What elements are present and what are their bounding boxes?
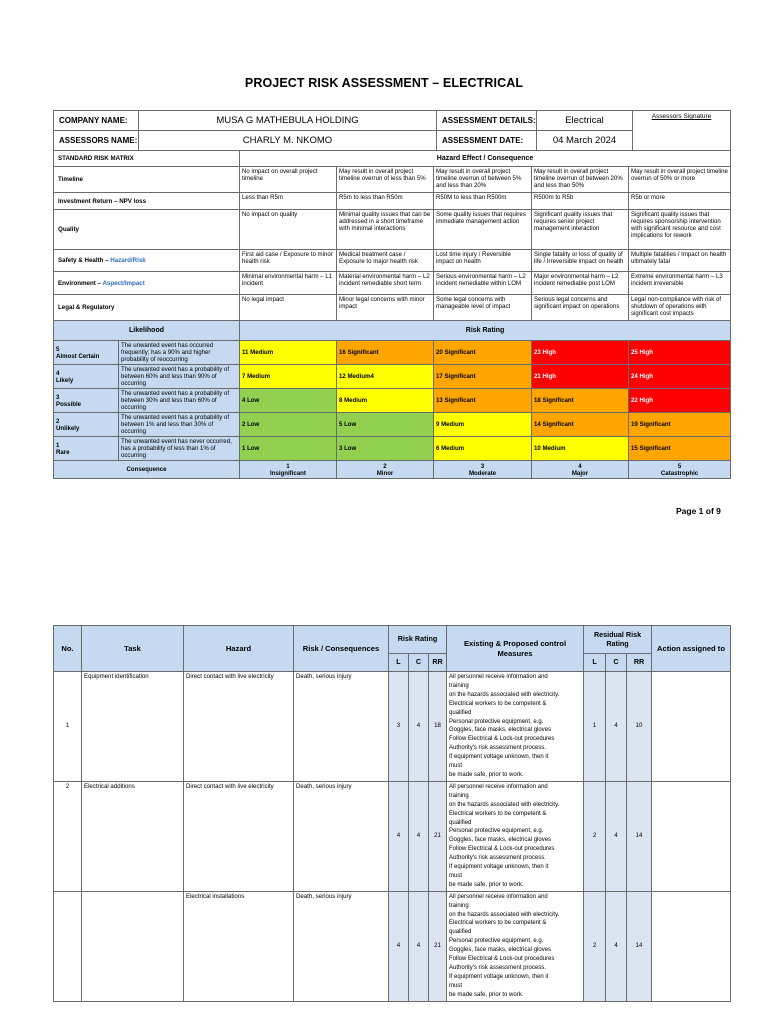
rating-cell: 16 Significant	[337, 341, 434, 365]
matrix-cell: R500m to R5b	[532, 193, 629, 210]
rating-cell: 10 Medium	[532, 437, 629, 461]
table-row	[54, 891, 731, 1001]
rating-cell: 12 Medium4	[337, 365, 434, 389]
row-task: Equipment identification	[82, 672, 184, 782]
page-number: Page 1 of 9	[676, 506, 721, 516]
likelihood-level: 5 Almost Certain	[54, 341, 119, 365]
matrix-cell: Some quality issues that requires immediate management action	[434, 210, 532, 250]
row-rr: 21	[429, 891, 447, 1001]
matrix-label: STANDARD RISK MATRIX	[54, 151, 240, 167]
matrix-row-label	[54, 272, 240, 295]
col-task-header: Task	[82, 626, 184, 672]
row-res-c: 4	[606, 891, 627, 1001]
matrix-cell: Less than R5m	[240, 193, 337, 210]
matrix-cell: Minimal quality issues that can be addressed in a short timeframe with minimal interactions	[337, 210, 434, 250]
row-res-l: 2	[584, 781, 606, 891]
rating-cell: 1 Low	[240, 437, 337, 461]
row-c: 4	[409, 672, 429, 782]
row-no: 2	[54, 781, 82, 891]
row-l: 4	[389, 781, 409, 891]
assessor-value: CHARLY M. NKOMO	[139, 131, 437, 151]
col-l-header: L	[389, 654, 409, 672]
matrix-cell: May result in overall project timeline overrun of between 20% and less than 50%	[532, 167, 629, 193]
rating-cell: 3 Low	[337, 437, 434, 461]
row-hazard: Direct contact with live electricity	[184, 781, 294, 891]
matrix-cell: May result in overall project timeline overrun of 50% or more	[629, 167, 731, 193]
rating-cell: 13 Significant	[434, 389, 532, 413]
matrix-cell: No legal impact	[240, 295, 337, 321]
matrix-row-label-text: Safety & Health –	[58, 257, 111, 264]
rating-cell: 7 Medium	[240, 365, 337, 389]
likelihood-level: 3 Possible	[54, 389, 119, 413]
rating-cell: 25 High	[629, 341, 731, 365]
row-risk: Death, serious injury	[294, 781, 389, 891]
likelihood-header: Likelihood	[54, 321, 240, 341]
row-action	[652, 781, 731, 891]
matrix-cell: Minor legal concerns with minor impact	[337, 295, 434, 321]
matrix-cell: May result in overall project timeline overrun of between 5% and less than 20%	[434, 167, 532, 193]
consequence-level: 1 Insignificant	[240, 461, 337, 479]
hazard-risk-link[interactable]: Hazard/Risk	[110, 257, 146, 264]
rating-cell: 14 Significant	[532, 413, 629, 437]
row-no: 1	[54, 672, 82, 782]
consequence-label: Consequence	[54, 461, 240, 479]
risk-rating-header: Risk Rating	[240, 321, 731, 341]
row-measures: All personnel receive information and training on the hazards associated with electricity. Electrical workers to be competent & qualified Personal protective equipment, e.g. Goggles, face masks, electrical gloves Follow Electrical & Lock-out procedures Authority's risk assessment process. If equipment voltage unknown, then it must be made safe, prior to work.	[447, 781, 584, 891]
task-risk-table	[53, 625, 731, 1002]
rating-cell: 22 High	[629, 389, 731, 413]
document-title: PROJECT RISK ASSESSMENT – ELECTRICAL	[244, 76, 524, 90]
row-task	[82, 891, 184, 1001]
rating-cell: 9 Medium	[434, 413, 532, 437]
row-measures: All personnel receive information and training on the hazards associated with electricity. Electrical workers to be competent & qualified Personal protective equipment, e.g. Goggles, face masks, electrical gloves Follow Electrical & Lock-out procedures Authority's risk assessment process. If equipment voltage unknown, then it must be made safe, prior to work.	[447, 672, 584, 782]
details-label: ASSESSMENT DETAILS:	[437, 111, 537, 131]
row-res-rr: 10	[627, 672, 652, 782]
likelihood-level: 1 Rare	[54, 437, 119, 461]
aspect-impact-link[interactable]: Aspect/Impact	[102, 279, 145, 287]
rating-cell: 20 Significant	[434, 341, 532, 365]
col-res-rr-header: RR	[627, 654, 652, 672]
col-action-header: Action assigned to	[652, 626, 731, 672]
signature-cell	[633, 111, 731, 151]
matrix-row-label: Quality	[54, 210, 240, 250]
rating-cell: 15 Significant	[629, 437, 731, 461]
matrix-cell: First aid case / Exposure to minor health risk	[240, 250, 337, 272]
signature-label: Assessors Signature	[651, 113, 712, 120]
row-hazard: Electrical installations	[184, 891, 294, 1001]
consequence-level: 2 Minor	[337, 461, 434, 479]
rating-cell: 4 Low	[240, 389, 337, 413]
row-l: 4	[389, 891, 409, 1001]
risk-matrix-table	[53, 150, 731, 479]
likelihood-desc: The unwanted event has a probability of between 30% and less than 60% of occurring	[119, 389, 240, 413]
date-value: 04 March 2024	[537, 131, 633, 151]
effect-header: Hazard Effect / Consequence	[240, 151, 731, 167]
consequence-level: 4 Major	[532, 461, 629, 479]
rating-cell: 19 Significant	[629, 413, 731, 437]
row-risk: Death, serious injury	[294, 891, 389, 1001]
col-hazard-header: Hazard	[184, 626, 294, 672]
row-c: 4	[409, 891, 429, 1001]
matrix-row-label: Investment Return – NPV loss	[54, 193, 240, 210]
matrix-cell: Significant quality issues that requires senior project management interaction	[532, 210, 629, 250]
matrix-row-label	[54, 250, 240, 272]
matrix-cell: Lost time injury / Reversible impact on health	[434, 250, 532, 272]
col-measures-header: Existing & Proposed control Measures	[447, 626, 584, 672]
col-risk-rating-header: Risk Rating	[389, 626, 447, 654]
matrix-row-label-text: Environment –	[58, 279, 103, 287]
col-c-header: C	[409, 654, 429, 672]
likelihood-level: 2 Unlikely	[54, 413, 119, 437]
matrix-cell: Major environmental harm – L2 incident remediable post LOM	[532, 272, 629, 295]
row-measures: All personnel receive information and training on the hazards associated with electricity. Electrical workers to be competent & qualified Personal protective equipment, e.g. Goggles, face masks, electrical gloves Follow Electrical & Lock-out procedures Authority's risk assessment process. If equipment voltage unknown, then it must be made safe, prior to work.	[447, 891, 584, 1001]
col-res-l-header: L	[584, 654, 606, 672]
matrix-row-label: Timeline	[54, 167, 240, 193]
matrix-cell: No impact on overall project timeline	[240, 167, 337, 193]
assessor-label: ASSESSORS NAME:	[54, 131, 139, 151]
matrix-cell: No impact on quality	[240, 210, 337, 250]
matrix-cell: Single fatality or loss of quality of life / Irreversible impact on health	[532, 250, 629, 272]
date-label: ASSESSMENT DATE:	[437, 131, 537, 151]
row-rr: 21	[429, 781, 447, 891]
matrix-cell: R5b or more	[629, 193, 731, 210]
row-no	[54, 891, 82, 1001]
matrix-cell: Medical treatment case / Exposure to major health risk	[337, 250, 434, 272]
row-res-rr: 14	[627, 781, 652, 891]
row-res-c: 4	[606, 781, 627, 891]
likelihood-desc: The unwanted event has a probability of between 60% and less than 90% of occurring	[119, 365, 240, 389]
row-hazard: Direct contact with live electricity	[184, 672, 294, 782]
details-value: Electrical	[537, 111, 633, 131]
matrix-cell: Serious legal concerns and significant impact on operations	[532, 295, 629, 321]
row-rr: 18	[429, 672, 447, 782]
rating-cell: 24 High	[629, 365, 731, 389]
row-res-l: 2	[584, 891, 606, 1001]
matrix-cell: May result in overall project timeline overrun of less than 5%	[337, 167, 434, 193]
table-row	[54, 672, 731, 782]
row-action	[652, 891, 731, 1001]
company-value: MUSA G MATHEBULA HOLDING	[139, 111, 437, 131]
matrix-cell: Serious environmental harm – L2 incident remediable within LOM	[434, 272, 532, 295]
matrix-cell: R5m to less than R50m	[337, 193, 434, 210]
company-label: COMPANY NAME:	[54, 111, 139, 131]
row-res-rr: 14	[627, 891, 652, 1001]
rating-cell: 23 High	[532, 341, 629, 365]
matrix-cell: Extreme environmental harm – L3 incident irreversible	[629, 272, 731, 295]
rating-cell: 5 Low	[337, 413, 434, 437]
matrix-cell: Material environmental harm – L2 incident remediable short term	[337, 272, 434, 295]
row-res-l: 1	[584, 672, 606, 782]
consequence-level: 3 Moderate	[434, 461, 532, 479]
likelihood-desc: The unwanted event has occurred frequently; has a 90% and higher probability of reoccurring	[119, 341, 240, 365]
rating-cell: 11 Medium	[240, 341, 337, 365]
matrix-cell: Minimal environmental harm – L1 incident	[240, 272, 337, 295]
rating-cell: 8 Medium	[337, 389, 434, 413]
likelihood-level: 4 Likely	[54, 365, 119, 389]
likelihood-desc: The unwanted event has a probability of between 1% and less than 30% of occurring	[119, 413, 240, 437]
row-risk: Death, serious injury	[294, 672, 389, 782]
row-res-c: 4	[606, 672, 627, 782]
col-res-c-header: C	[606, 654, 627, 672]
table-row	[54, 781, 731, 891]
row-c: 4	[409, 781, 429, 891]
likelihood-desc: The unwanted event has never occurred, has a probability of less than 1% of occurring	[119, 437, 240, 461]
col-risk-header: Risk / Consequences	[294, 626, 389, 672]
matrix-cell: Significant quality issues that requires sponsorship intervention with significant resource and cost implications for rework	[629, 210, 731, 250]
rating-cell: 18 Significant	[532, 389, 629, 413]
rating-cell: 21 High	[532, 365, 629, 389]
matrix-cell: Multiple fatalities / Impact on health ultimately fatal	[629, 250, 731, 272]
matrix-cell: Some legal concerns with manageable level of impact	[434, 295, 532, 321]
row-l: 3	[389, 672, 409, 782]
matrix-row-label: Legal & Regulatory	[54, 295, 240, 321]
col-residual-header: Residual Risk Rating	[584, 626, 652, 654]
col-no-header: No.	[54, 626, 82, 672]
rating-cell: 2 Low	[240, 413, 337, 437]
rating-cell: 6 Medium	[434, 437, 532, 461]
col-rr-header: RR	[429, 654, 447, 672]
row-action	[652, 672, 731, 782]
matrix-cell: Legal non-compliance with risk of shutdown of operations with significant cost impacts	[629, 295, 731, 321]
assessment-info-table	[53, 110, 731, 151]
row-task: Electrical additions	[82, 781, 184, 891]
matrix-cell: R50M to less than R500m	[434, 193, 532, 210]
rating-cell: 17 Significant	[434, 365, 532, 389]
consequence-level: 5 Catastrophic	[629, 461, 731, 479]
